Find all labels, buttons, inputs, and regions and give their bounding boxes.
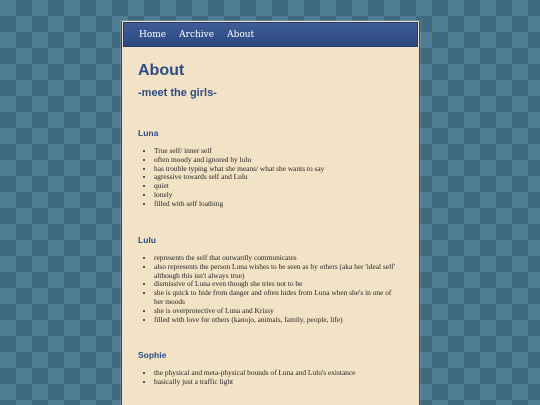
list-item: • agressive towards self and Lulu [154, 173, 402, 182]
section-luna [138, 128, 402, 209]
list-item: • lonely [154, 191, 402, 200]
sophie-traits-list [138, 369, 402, 387]
section-heading-luna: Luna [138, 128, 159, 138]
list-item: • dismissive of Luna even though she tries not to be [154, 280, 402, 289]
nav-home-link[interactable]: Home [139, 29, 167, 40]
list-item: • also represents the person Luna wishes to be seen as by others (aka her 'ideal self' although this isn't always true) [154, 263, 402, 281]
list-item: • she is quick to hide from danger and often hides from Luna when she's in one of her moods [154, 289, 402, 307]
list-item: • the physical and meta-physical bounds of Luna and Lulu's existance [154, 369, 402, 378]
lulu-traits-list [138, 254, 402, 324]
main-content [122, 61, 419, 100]
page-subtitle: -meet the girls- [138, 87, 217, 99]
list-item: • quiet [154, 182, 402, 191]
page-container [121, 21, 420, 405]
luna-traits-list [138, 147, 402, 209]
section-heading-sophie: Sophie [138, 350, 167, 360]
list-item: • filled with self loathing [154, 200, 402, 209]
page-title: About [138, 62, 185, 79]
list-item: • True self/ inner self [154, 147, 402, 156]
section-heading-lulu: Lulu [138, 235, 156, 245]
list-item: • basically just a traffic light [154, 378, 402, 387]
section-lulu [138, 235, 402, 324]
list-item: • represents the self that outwardly communicates [154, 254, 402, 263]
list-item: • has trouble typing what she means/ what she wants to say [154, 165, 402, 174]
section-sophie [138, 350, 402, 387]
list-item: • often moody and ignored by lulu [154, 156, 402, 165]
nav-archive-link[interactable]: Archive [179, 29, 215, 40]
top-nav [123, 22, 418, 47]
nav-about-link[interactable]: About [227, 29, 255, 40]
list-item: • filled with love for others (kanojo, animals, family, people, life) [154, 316, 402, 325]
list-item: • she is overprotective of Luna and Krissy [154, 307, 402, 316]
